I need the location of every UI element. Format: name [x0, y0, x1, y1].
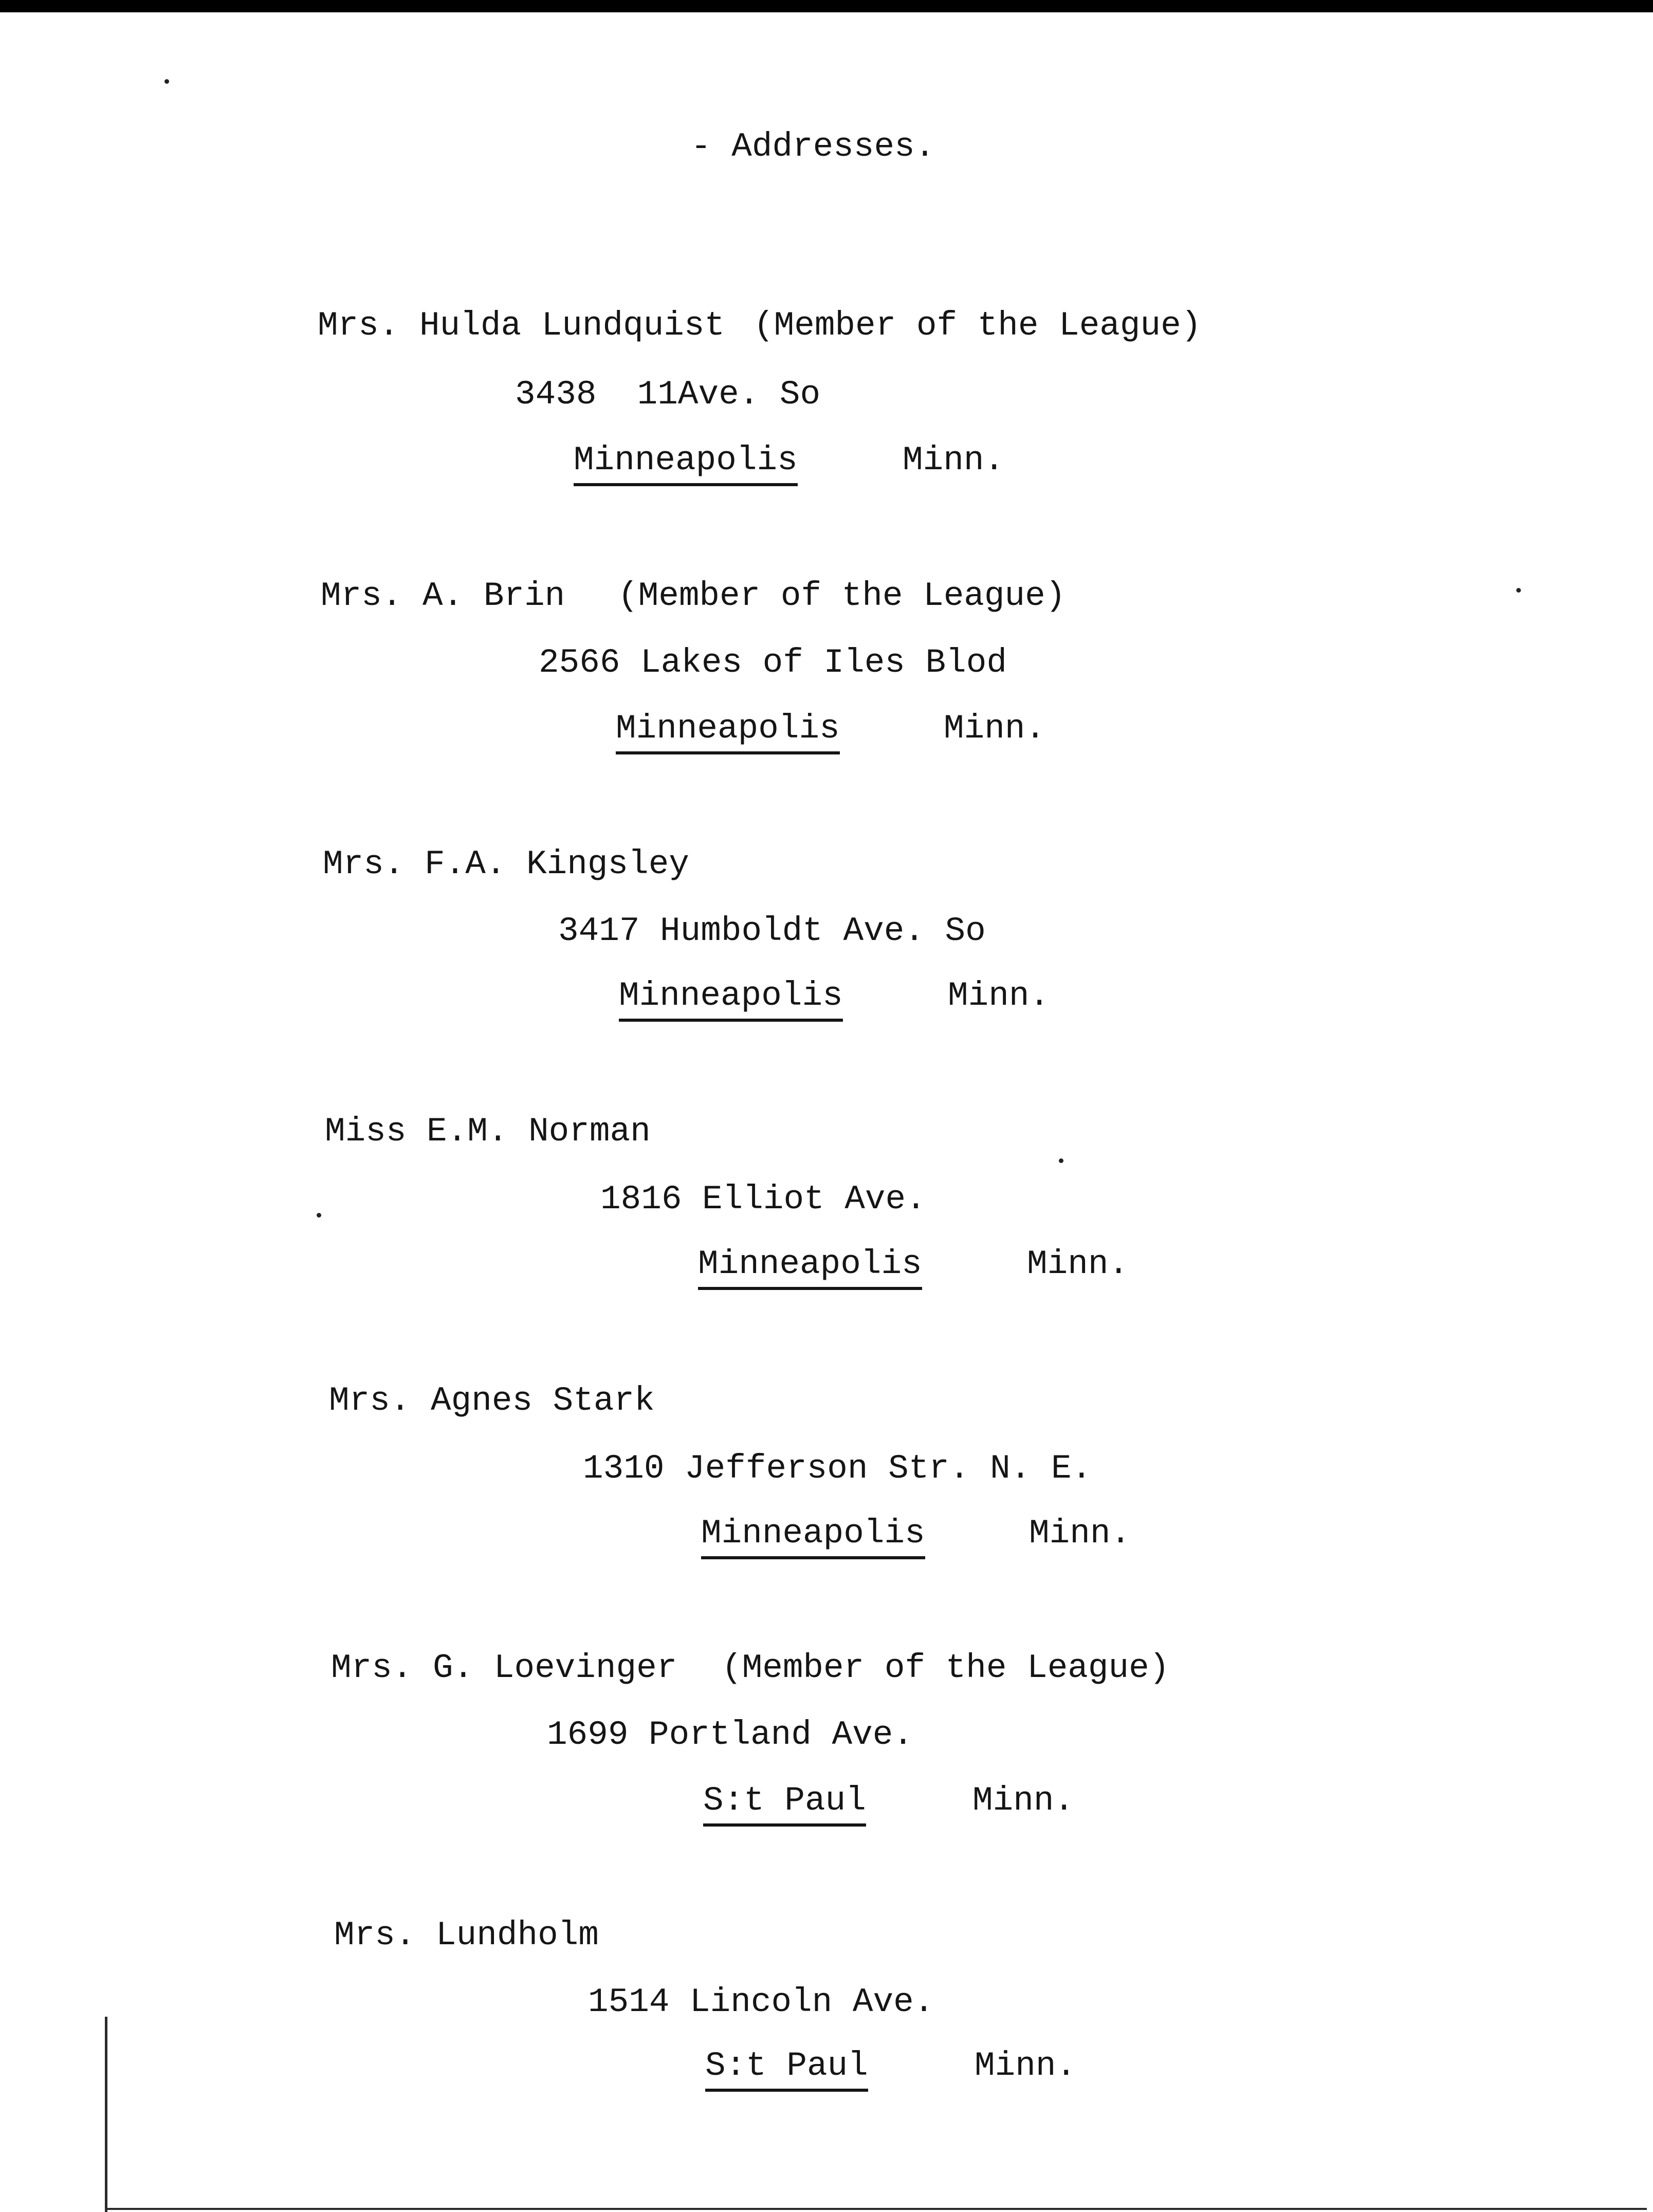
scan-speck	[164, 79, 169, 84]
scan-speck	[1059, 1158, 1063, 1163]
entry-city: Minneapolis	[701, 1513, 925, 1559]
entry-city: Minneapolis	[574, 440, 798, 486]
entry-name: Mrs. F.A. Kingsley	[323, 845, 689, 883]
entry-name: Mrs. Hulda Lundquist	[318, 306, 725, 345]
entry-street: 1699 Portland Ave.	[547, 1716, 913, 1754]
entry-street: 1514 Lincoln Ave.	[588, 1983, 934, 2021]
entry-city: Minneapolis	[698, 1244, 922, 1290]
entry-state: Minn.	[903, 441, 1005, 480]
entry-city: S:t Paul	[705, 2045, 868, 2092]
entry-membership-note: (Member of the League)	[722, 1649, 1170, 1687]
entry-street: 2566 Lakes of Iles Blod	[539, 643, 1007, 682]
entry-state: Minn.	[1027, 1245, 1129, 1283]
scan-speck	[317, 1213, 321, 1218]
entry-state: Minn.	[972, 1781, 1075, 1820]
entry-name: Mrs. G. Loevinger	[331, 1649, 677, 1687]
entry-name: Mrs. Lundholm	[334, 1916, 599, 1955]
entry-state: Minn.	[944, 709, 1046, 748]
entry-street: 3417 Humboldt Ave. So	[558, 912, 986, 950]
scan-speck	[1516, 588, 1521, 593]
entry-state: Minn.	[975, 2047, 1077, 2085]
entry-state: Minn.	[948, 976, 1050, 1015]
document-page	[0, 12, 1653, 2212]
scan-edge-left	[105, 2017, 107, 2212]
entry-name: Mrs. Agnes Stark	[329, 1381, 655, 1420]
entry-street: 3438 11Ave. So	[515, 375, 821, 414]
scan-edge-bottom	[105, 2208, 1647, 2210]
entry-city: Minneapolis	[619, 975, 843, 1022]
page-heading: - Addresses.	[691, 127, 935, 166]
entry-membership-note: (Member of the League)	[618, 577, 1066, 615]
entry-name: Mrs. A. Brin	[321, 577, 565, 615]
entry-city: S:t Paul	[703, 1780, 866, 1827]
entry-state: Minn.	[1029, 1514, 1131, 1553]
entry-name: Miss E.M. Norman	[325, 1112, 651, 1151]
entry-street: 1816 Elliot Ave.	[600, 1180, 926, 1219]
entry-membership-note: (Member of the League)	[754, 306, 1202, 345]
entry-city: Minneapolis	[616, 708, 840, 754]
entry-street: 1310 Jefferson Str. N. E.	[583, 1449, 1092, 1488]
